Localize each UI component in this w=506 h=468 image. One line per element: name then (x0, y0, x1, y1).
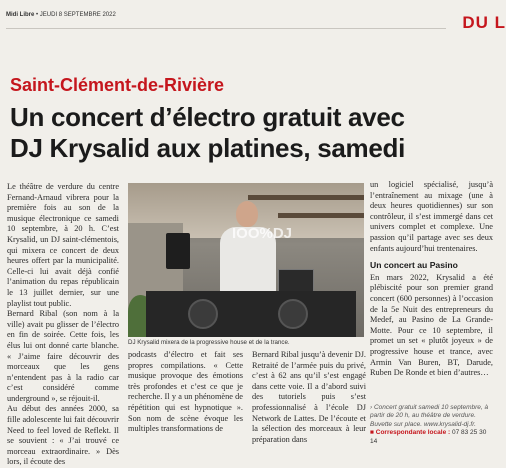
photo-watermark: IOO%DJ (232, 225, 293, 242)
paragraph: un logiciel spécialisé, jusqu’à l’entraînement au mixage (une à deux heures quotidiennes) sur son contrôleur, il s’est immergé dans cet univers complet et complexe. Une passion qu’il partage avec ses deux enfants aujourd’hui trentenaires. (370, 180, 493, 253)
masthead-rule (6, 28, 446, 29)
body-column-3 (252, 350, 366, 445)
paragraph: podcasts d’électro et fait ses propres compilations. « Cette musique provoque des émotions très profondes et c’est ce que je recherche. Il y a un phénomène de répétition qui est hypnotique ». Son nom de scène évoque les multiples transformations de (128, 350, 243, 434)
photo-laptop (278, 269, 314, 293)
body-column-2 (128, 350, 243, 435)
event-info: › Concert gratuit samedi 10 septembre, à partir de 20 h, au théâtre de verdure. Buvette sur place. www.krysalid-dj.fr. (370, 404, 489, 428)
paragraph: Le théâtre de verdure du centre Fernand-Arnaud vibrera pour la première fois au son de la musique électronique ce samedi 10 septembre, à 20 h. C’est Krysalid, un DJ saint-clémentois, qui mixera ce concert de deux heures offert par la municipalité. Celle-ci lui avait déjà confié l’animation du repas républicain le 13 juillet dernier, sur une playlist tout public. (7, 182, 119, 308)
photo-caption: DJ Krysalid mixera de la progressive house et de la trance. (128, 339, 290, 346)
paragraph: Au début des années 2000, sa fille adolescente lui fait découvrir Need to feel loved de Reflekt. Il se souvient : « J’ai trouvé ce morceau extraordinaire. » Dès lors, il écoute des (7, 404, 119, 467)
photo-speaker (166, 233, 190, 269)
headline-line-1: Un concert d’électro gratuit avec (10, 102, 405, 132)
photo-beam (248, 195, 364, 200)
article-photo (128, 183, 364, 337)
publication-line: Midi Libre • JEUDI 8 SEPTEMBRE 2022 (6, 12, 116, 18)
article-headline (10, 102, 490, 164)
body-column-4 (370, 180, 493, 379)
paragraph: Bernard Ribal (son nom à la ville) avait pu glisser de l’électro en fin de soirée. Cette fois, les élus lui ont donné carte blanche. « J’aime faire découvrir des morceaux que les gens n’entendent pas à la radio car c’est considéré comme underground », se réjouit-il. (7, 309, 119, 403)
paragraph: En mars 2022, Krysalid a été plébiscité pour son premier grand concert (600 personnes) à l’occasion de la 5e Nuit des entrepreneurs du Medef, au Pasino de La Grande-Motte. Pour ce 10 septembre, il promet un set « plutôt joyeux » de progressive house et trance, avec Armin Van Buren, BT, Darude, Ruben De Ronde et bien d’autres… (370, 272, 493, 378)
body-column-1 (7, 182, 119, 468)
masthead (0, 0, 506, 30)
correspondent-label: Correspondante locale : (375, 429, 451, 437)
article-kicker: Saint-Clément-de-Rivière (10, 75, 225, 95)
bullet-icon: ■ (370, 429, 374, 437)
article-subhead: Un concert au Pasino (370, 260, 458, 271)
correspondent-phone: 07 83 25 30 14 (370, 429, 487, 445)
turntable-icon (188, 299, 218, 329)
correspondent-line (370, 429, 495, 446)
event-infobox (370, 404, 495, 446)
publication-date: JEUDI 8 SEPTEMBRE 2022 (39, 12, 116, 18)
photo-beam (278, 213, 364, 218)
section-title: DU L (462, 13, 506, 32)
publication-name: Midi Libre (6, 12, 35, 18)
headline-line-2: DJ Krysalid aux platines, samedi (10, 133, 406, 163)
paragraph: Bernard Ribal jusqu’à devenir DJ. Retraité de l’armée puis du privé, c’est à 62 ans qu’il s’est engagé dans cette voie. Il a d’abord suivi des tutoriels puis s’est professionnalisé à l’école DJ Network de Lattes. De l’écoute et la sélection des morceaux à leur préparation dans (252, 350, 366, 444)
photo-dj-desk (146, 291, 356, 337)
dj-head (236, 201, 258, 227)
turntable-icon (278, 299, 308, 329)
